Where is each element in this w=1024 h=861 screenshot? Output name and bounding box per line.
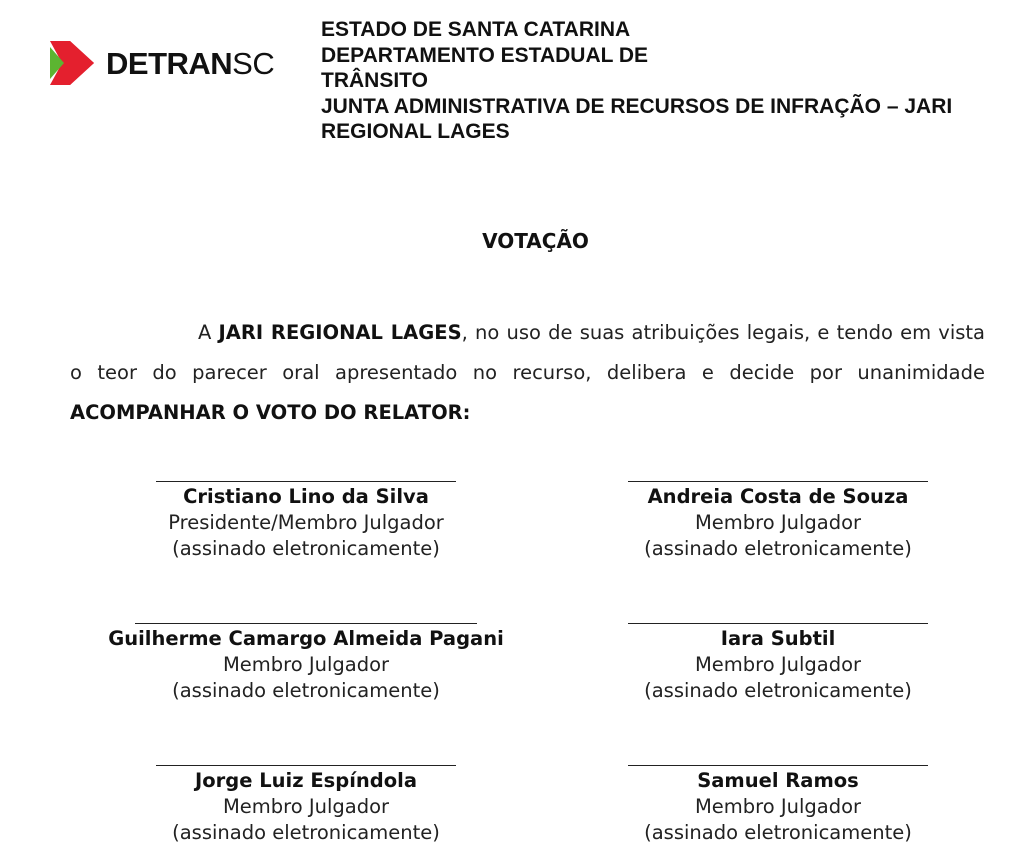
institution-header — [321, 17, 1011, 145]
signer-name: Samuel Ramos — [697, 769, 859, 792]
signature-note: (assinado eletronicamente) — [644, 821, 912, 844]
signature-note: (assinado eletronicamente) — [172, 821, 440, 844]
header-line: ESTADO DE SANTA CATARINA — [321, 18, 631, 41]
logo-text-bold: DETRAN — [106, 45, 233, 81]
signature-line — [156, 765, 456, 766]
signer-role: Membro Julgador — [694, 511, 862, 534]
header-line: DEPARTAMENTO ESTADUAL DE — [321, 43, 649, 67]
signer-role: Membro Julgador — [694, 653, 862, 676]
signer-name: Iara Subtil — [720, 627, 836, 650]
signer-role: Membro Julgador — [694, 795, 862, 818]
logo-text — [106, 45, 275, 81]
signature-line — [628, 623, 928, 624]
signature-block — [66, 481, 546, 562]
signer-name: Andreia Costa de Souza — [647, 485, 909, 508]
decision-paragraph — [70, 313, 985, 433]
signer-role: Membro Julgador — [222, 795, 390, 818]
signature-line — [628, 765, 928, 766]
paragraph-bold: JARI REGIONAL LAGES — [218, 321, 462, 344]
signer-name: Jorge Luiz Espíndola — [194, 769, 418, 792]
page-title: VOTAÇÃO — [482, 229, 589, 253]
header-line: TRÂNSITO — [321, 69, 428, 92]
signature-block — [538, 481, 1018, 562]
paragraph-part: , no uso de suas atribuições legais, e tendo em vista o teor do parecer oral apresentado no recurso, delibera e decide por unanimidade — [70, 321, 985, 384]
signer-role: Membro Julgador — [222, 653, 390, 676]
signature-block — [66, 765, 546, 846]
logo-text-light: SC — [232, 45, 275, 81]
signature-block — [538, 623, 1018, 704]
detran-sc-logo — [50, 38, 274, 88]
signature-line — [628, 481, 928, 482]
signer-name: Guilherme Camargo Almeida Pagani — [108, 627, 504, 650]
signature-block — [538, 765, 1018, 846]
signature-note: (assinado eletronicamente) — [172, 679, 440, 702]
paragraph-bold: ACOMPANHAR O VOTO DO RELATOR: — [70, 401, 471, 424]
signature-note: (assinado eletronicamente) — [644, 537, 912, 560]
signature-note: (assinado eletronicamente) — [172, 537, 440, 560]
signature-line — [135, 623, 477, 624]
signer-role: Presidente/Membro Julgador — [168, 511, 444, 534]
header-line: JUNTA ADMINISTRATIVA DE RECURSOS DE INFRAÇÃO – JARI — [321, 94, 953, 118]
signature-note: (assinado eletronicamente) — [644, 679, 912, 702]
detran-chevron-logo-icon — [50, 39, 96, 87]
signer-name: Cristiano Lino da Silva — [183, 485, 429, 508]
signature-line — [156, 481, 456, 482]
header-line: REGIONAL LAGES — [321, 120, 510, 143]
paragraph-part: A — [198, 321, 219, 344]
signature-block — [66, 623, 546, 704]
